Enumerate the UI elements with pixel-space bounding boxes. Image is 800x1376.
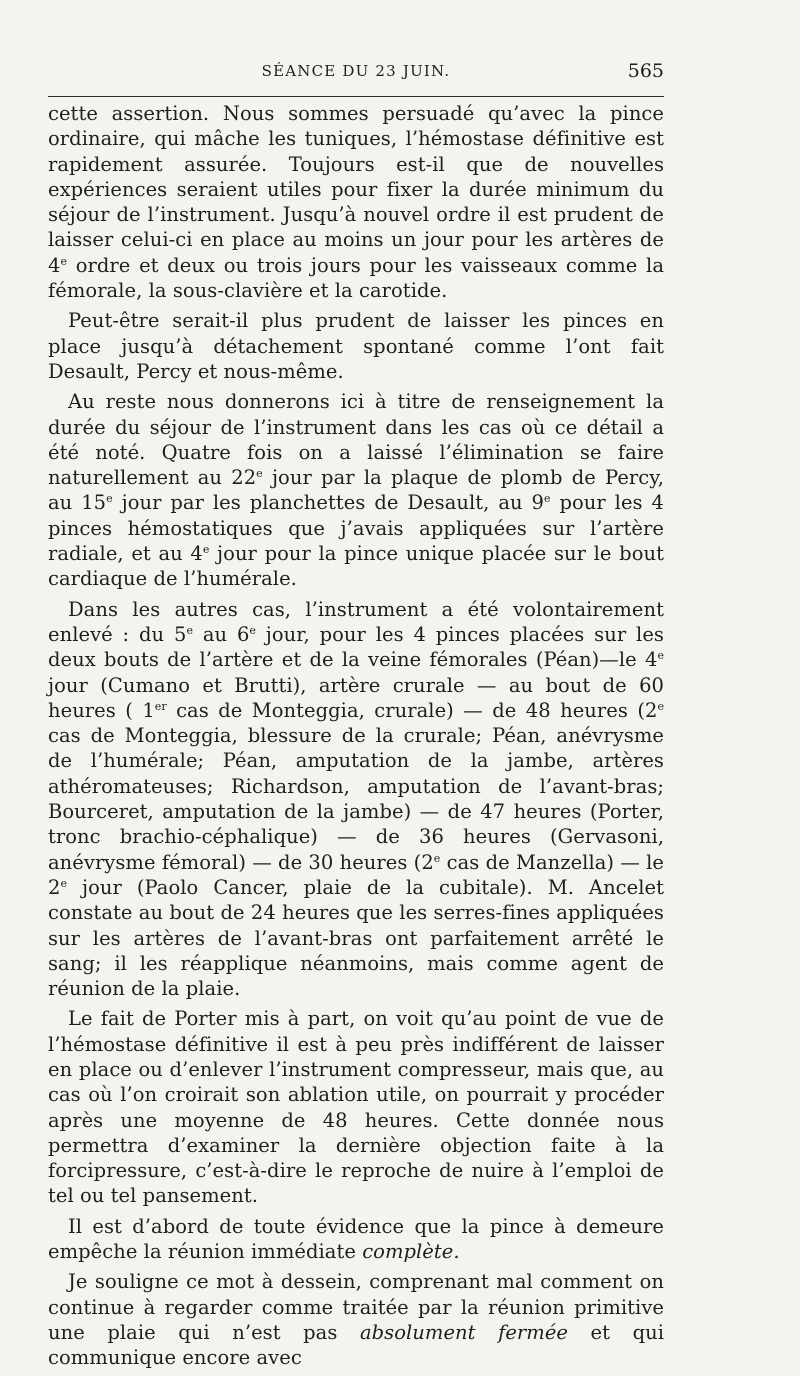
superscript: e bbox=[256, 467, 263, 481]
paragraph bbox=[48, 1269, 664, 1370]
superscript: e bbox=[202, 543, 210, 557]
superscript: e bbox=[60, 254, 68, 268]
paragraph bbox=[48, 1006, 664, 1208]
text-segment: Dans les autres cas, l’instrument a été volontairement enlevé : du 5 bbox=[48, 597, 664, 646]
text-segment: jour par les planchettes de Desault, au 9 bbox=[112, 491, 544, 515]
superscript: e bbox=[657, 699, 665, 713]
text-segment: Au reste nous donnerons ici à titre de renseignement la durée du séjour de l’instrument dans les cas où ce détail a été noté. Quatre fois on a laissé l’élimination se faire naturellement au 22 bbox=[48, 390, 664, 490]
page-number: 565 bbox=[627, 60, 664, 82]
paragraph bbox=[48, 308, 664, 384]
italic-text: absolument fermée bbox=[359, 1320, 569, 1344]
superscript: e bbox=[106, 492, 113, 506]
text-segment: ordre et deux ou trois jours pour les vaisseaux comme la fémorale, la sous-clavière et la carotide. bbox=[48, 253, 664, 303]
text-segment: cas de Monteggia, crurale) — de 48 heures (2 bbox=[166, 698, 658, 722]
text-segment: jour pour la pince unique placée sur le bout cardiaque de l’humérale. bbox=[48, 542, 664, 591]
text-segment: pour les 4 pinces hémostatiques que j’avais appliquées sur l’artère radiale, et au 4 bbox=[48, 491, 664, 566]
superscript: e bbox=[60, 876, 68, 890]
text-segment: et qui communique encore avec bbox=[48, 1320, 664, 1370]
text-segment: cette assertion. Nous sommes persuadé qu’avec la pince ordinaire, qui mâche les tuniques, l’hémostase définitive est rapidement assurée. Toujours est-il que de nouvelles expériences seraient utiles pour fixer la durée minimum du séjour de l’instrument. Jusqu’à nouvel ordre il est prudent de laisser celui-ci en place au moins un jour pour les artères de 4 bbox=[48, 102, 664, 277]
body-text bbox=[48, 101, 664, 1371]
running-head: SÉANCE DU 23 JUIN. bbox=[261, 62, 451, 80]
paragraph bbox=[48, 389, 664, 591]
text-segment: au 6 bbox=[193, 622, 250, 646]
superscript: er bbox=[154, 699, 167, 713]
book-page bbox=[48, 52, 664, 1376]
text-segment: Il est d’abord de toute évidence que la pince à demeure empêche la réunion immédiate bbox=[48, 1214, 664, 1264]
superscript: e bbox=[543, 492, 551, 506]
text-segment: cas de Monteggia, blessure de la crurale; Péan, anévrysme de l’humérale; Péan, amputation de la jambe, artères athéromateuses; Richardson, amputation de l’avant-bras; Bourceret, amputation de la jambe) — de 47 heures (Porter, tronc brachio-céphalique) — de 36 heures (Gervasoni, anévrysme fémoral) — de 30 heures (2 bbox=[48, 724, 664, 874]
text-segment: jour par la plaque de plomb de Percy, au 15 bbox=[48, 466, 664, 515]
header-rule bbox=[48, 96, 664, 97]
superscript: e bbox=[249, 623, 256, 637]
text-segment: cas de Manzella) — le 2 bbox=[48, 850, 664, 899]
italic-text: complète. bbox=[362, 1240, 460, 1264]
paragraph bbox=[48, 1214, 664, 1265]
paragraph bbox=[48, 597, 664, 1002]
superscript: e bbox=[657, 649, 664, 663]
text-segment: Peut-être serait-il plus prudent de laisser les pinces en place jusqu’à détachement spontané comme l’ont fait Desault, Percy et nous-même. bbox=[48, 309, 664, 383]
page-header bbox=[48, 52, 664, 88]
paragraph bbox=[48, 101, 664, 303]
text-segment: Je souligne ce mot à dessein, comprenant mal comment on continue à regarder comme traitée par la réunion primitive une plaie qui n’est pas bbox=[48, 1270, 664, 1344]
superscript: e bbox=[433, 851, 441, 865]
text-segment: jour (Cumano et Brutti), artère crurale — au bout de 60 heures ( 1 bbox=[48, 673, 664, 722]
text-segment: jour (Paolo Cancer, plaie de la cubitale). M. Ancelet constate au bout de 24 heures que les serres-fines appliquées sur les artères de l’avant-bras ont parfaitement arrêté le sang; il les réapplique néanmoins, mais comme agent de réunion de la plaie. bbox=[48, 875, 664, 1001]
text-segment: Le fait de Porter mis à part, on voit qu’au point de vue de l’hémostase définitive il est à peu près indifférent de laisser en place ou d’enlever l’instrument compresseur, mais que, au cas où l’on croirait son ablation utile, on pourrait y procéder après une moyenne de 48 heures. Cette donnée nous permettra d’examiner la dernière objection faite à la forcipressure, c’est-à-dire le reproche de nuire à l’emploi de tel ou tel pansement. bbox=[48, 1007, 664, 1208]
text-segment: jour, pour les 4 pinces placées sur les deux bouts de l’artère et de la veine fémorales (Péan)—le 4 bbox=[48, 622, 664, 672]
superscript: e bbox=[186, 623, 193, 637]
